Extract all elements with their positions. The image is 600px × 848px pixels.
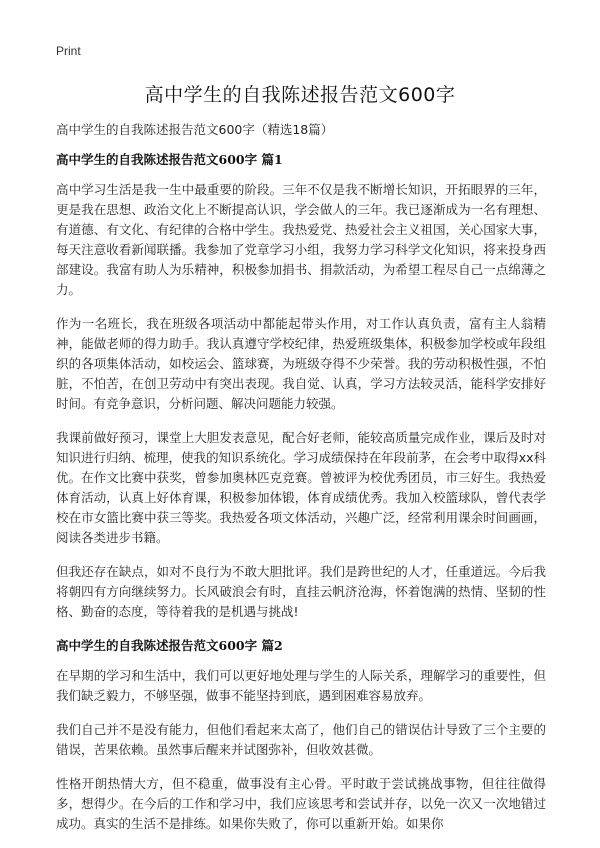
section-2-paragraph-3: 性格开朗热情大方，但不稳重，做事没有主心骨。平时敢于尝试挑战事物，但往往做得多，想得少。在今后的工作和学习中，我们应该思考和尝试并存，以免一次又一次地错过成功。真实的生活不是排练。如果你失败了，你可以重新开始。如果你 [56, 776, 546, 831]
section-heading-1: 高中学生的自我陈述报告范文600字 篇1 [56, 152, 283, 167]
section-1-paragraph-1: 高中学习生活是我一生中最重要的阶段。三年不仅是我不断增长知识，开拓眼界的三年，更是我在思想、政治文化上不断提高认识，学会做人的三年。我已逐渐成为一名有理想、有道德、有文化、有纪律的合格中学生。我热爱党、热爱社会主义祖国，关心国家大事，每天注意收看新闻联播。我参加了党章学习小组，我努力学习科学文化知识，将来投身西部建设。我富有助人为乐精神，积极参加捐书、捐款活动，为希望工程尽自己一点绵薄之力。 [56, 182, 546, 297]
section-1-paragraph-3: 我课前做好预习，课堂上大胆发表意见，配合好老师，能较高质量完成作业，课后及时对知识进行归纳、梳理，使我的知识系统化。学习成绩保持在年段前茅，在会考中取得xx科优。在作文比赛中获奖，曾参加奥林匹克竞赛。曾被评为校优秀团员，市三好生。我热爱体育活动，认真上好体育课，积极参加体锻，体育成绩优秀。我加入校篮球队，曾代表学校在市女篮比赛中获三等奖。我热爱各项文体活动，兴趣广泛，经常利用课余时间画画，阅读各类进步书籍。 [56, 430, 546, 545]
document-body [56, 120, 546, 848]
section-2-paragraph-2: 我们自己并不是没有能力，但他们看起来太高了，他们自己的错误估计导致了三个主要的错误，苦果依赖。虽然事后醒来并试图弥补，但收效甚微。 [56, 722, 546, 757]
print-label: Print [56, 44, 81, 58]
section-1-paragraph-4: 但我还存在缺点，如对不良行为不敢大胆批评。我们是跨世纪的人才，任重道远。今后我将朝四有方向继续努力。长风破浪会有时，直挂云帆济沧海，怀着饱满的热情、坚韧的性格、勤奋的态度，等待着我的是机遇与挑战! [56, 564, 546, 619]
section-2-paragraph-1: 在早期的学习和生活中，我们可以更好地处理与学生的人际关系，理解学习的重要性，但我们缺乏毅力，不够坚强，做事不能坚持到底，遇到困难容易放弃。 [56, 668, 546, 703]
document-title: 高中学生的自我陈述报告范文600字 [144, 84, 456, 106]
section-heading-2: 高中学生的自我陈述报告范文600字 篇2 [56, 638, 283, 653]
document-subtitle: 高中学生的自我陈述报告范文600字（精选18篇） [56, 122, 334, 137]
section-1-paragraph-2: 作为一名班长，我在班级各项活动中都能起带头作用，对工作认真负责，富有主人翁精神，能做老师的得力助手。我认真遵守学校纪律，热爱班级集体，积极参加学校或年段组织的各项集体活动，如校运会、篮球赛，为班级夺得不少荣誉。我的劳动积极性强，不怕脏，不怕苦，在创卫劳动中有突出表现。我自觉、认真，学习方法较灵活，能科学安排好时间。有竞争意识，分析问题、解决问题能力较强。 [56, 316, 546, 411]
